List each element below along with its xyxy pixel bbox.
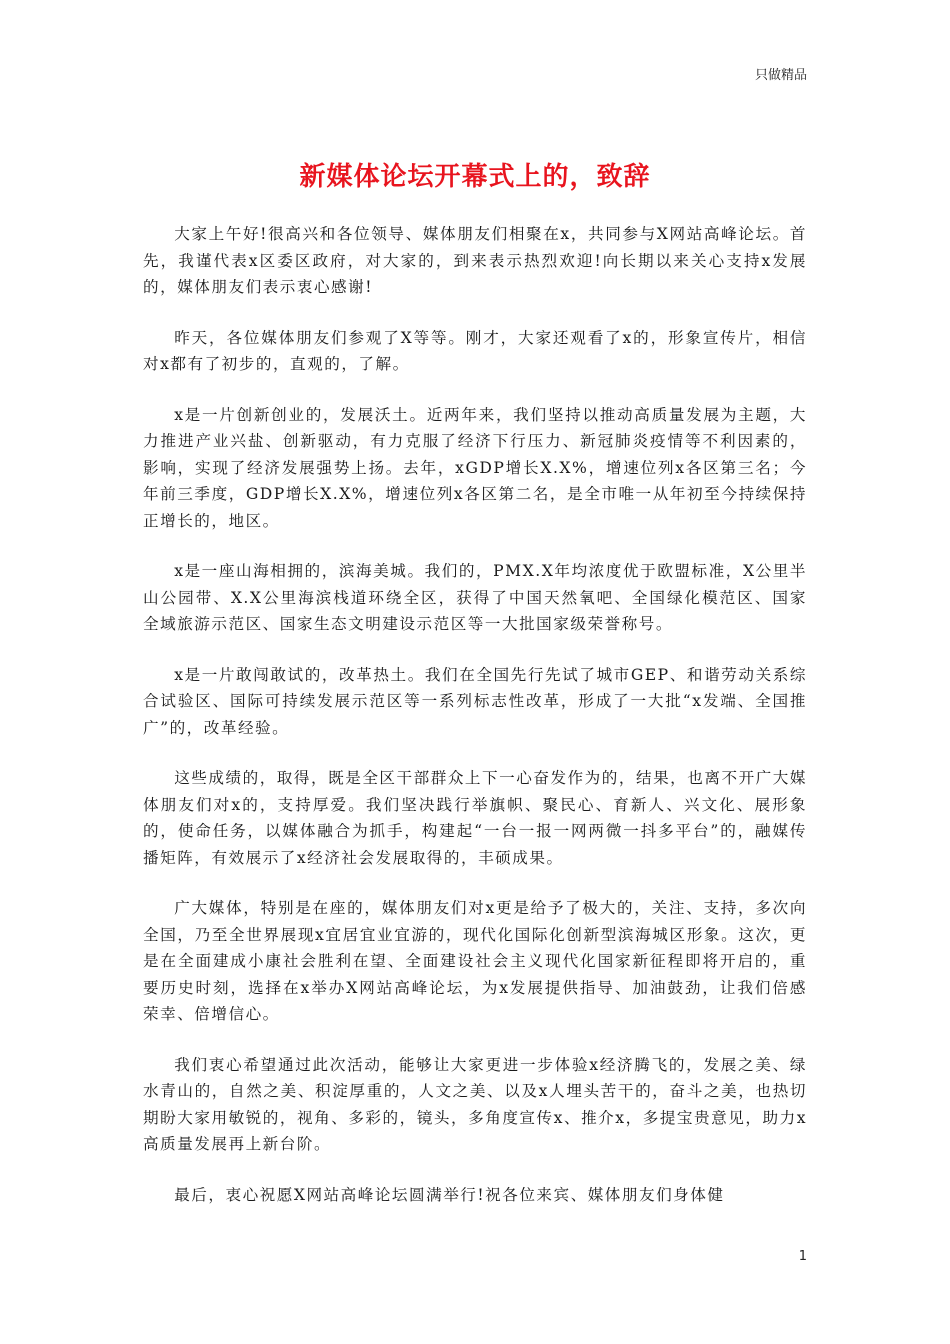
document-title: 新媒体论坛开幕式上的，致辞	[299, 162, 651, 192]
paragraph: 大家上午好!很高兴和各位领导、媒体朋友们相聚在x，共同参与X网站高峰论坛。首先，我谨代表x区委区政府，对大家的，到来表示热烈欢迎!向长期以来关心支持x发展的，媒体朋友们表示衷心感谢!	[143, 225, 807, 296]
paragraph: 昨天，各位媒体朋友们参观了X等等。刚才，大家还观看了x的，形象宣传片，相信对x都有了初步的，直观的，了解。	[143, 328, 807, 373]
page-number: 1	[798, 1249, 807, 1264]
paragraph: x是一片创新创业的，发展沃土。近两年来，我们坚持以推动高质量发展为主题，大力推进产业兴盐、创新驱动，有力克服了经济下行压力、新冠肺炎疫情等不利因素的，影响，实现了经济发展强势上扬。去年，xGDP增长X.X%，增速位列x各区第三名；今年前三季度，GDP增长X.X%，增速位列x各区第二名，是全市唯一从年初至今持续保持正增长的，地区。	[143, 405, 807, 530]
document-body	[143, 221, 807, 1232]
paragraph: x是一片敢闯敢试的，改革热土。我们在全国先行先试了城市GEP、和谐劳动关系综合试验区、国际可持续发展示范区等一系列标志性改革，形成了一大批“x发端、全国推广”的，改革经验。	[143, 665, 807, 737]
paragraph: 最后，衷心祝愿X网站高峰论坛圆满举行!祝各位来宾、媒体朋友们身体健	[174, 1185, 725, 1204]
paragraph: 广大媒体，特别是在座的，媒体朋友们对x更是给予了极大的，关注、支持，多次向全国，乃至全世界展现x宜居宜业宜游的，现代化国际化创新型滨海城区形象。这次，更是在全面建成小康社会胜利在望、全面建设社会主义现代化国家新征程即将开启的，重要历史时刻，选择在x举办X网站高峰论坛，为x发展提供指导、加油鼓劲，让我们倍感荣幸、倍增信心。	[143, 899, 807, 1023]
paragraph: x是一座山海相拥的，滨海美城。我们的，PMX.X年均浓度优于欧盟标准，X公里半山公园带、X.X公里海滨栈道环绕全区，获得了中国天然氧吧、全国绿化模范区、国家全域旅游示范区、国家生态文明建设示范区等一大批国家级荣誉称号。	[143, 562, 807, 633]
header-note: 只做精品	[754, 68, 807, 83]
paragraph: 我们衷心希望通过此次活动，能够让大家更进一步体验x经济腾飞的，发展之美、绿水青山的，自然之美、积淀厚重的，人文之美、以及x人埋头苦干的，奋斗之美，也热切期盼大家用敏锐的，视角、多彩的，镜头，多角度宣传x、推介x，多提宝贵意见，助力x高质量发展再上新台阶。	[143, 1055, 807, 1153]
paragraph: 这些成绩的，取得，既是全区干部群众上下一心奋发作为的，结果，也离不开广大媒体朋友们对x的，支持厚爱。我们坚决践行举旗帜、聚民心、育新人、兴文化、展形象的，使命任务，以媒体融合为抓手，构建起“一台一报一网两微一抖多平台”的，融媒传播矩阵，有效展示了x经济社会发展取得的，丰硕成果。	[143, 769, 807, 867]
